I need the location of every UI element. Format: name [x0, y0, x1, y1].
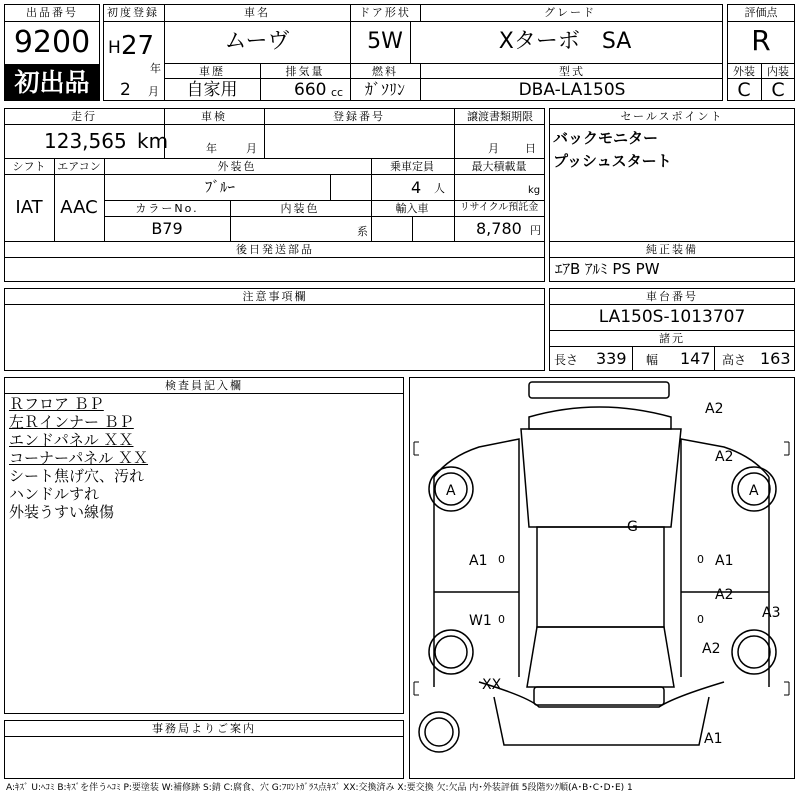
year-unit: 年	[150, 62, 161, 75]
capacity-unit: 人	[434, 182, 445, 195]
height: 163	[760, 349, 791, 368]
interior-grade: C	[771, 79, 785, 101]
recycle-label: リサイクル預託金	[459, 202, 539, 213]
equipment: ｴｱB ｱﾙﾐ PS PW	[555, 260, 660, 278]
inspection-year-unit: 年	[206, 142, 217, 155]
lot-number-label: 出品番号	[26, 6, 78, 19]
mark-zero-left-front: 0	[498, 553, 505, 566]
fuel-label: 燃料	[372, 65, 398, 78]
load-label: 最大積載量	[471, 160, 527, 173]
mark-a1-left-door: A1	[469, 553, 488, 569]
transfer-label: 譲渡書類期限	[467, 110, 533, 123]
exterior-grade: C	[737, 79, 751, 101]
legend-footer: A:ｷｽﾞ U:ﾍｺﾐ B:ｷｽﾞを伴うﾍｺﾐ P:要塗装 W:補修跡 S:錆 C:腐食、穴 G:ﾌﾛﾝﾄｶﾞﾗｽ点ｷｽﾞ XX:交換済み X:要交換 欠:欠品 内･外装評価 5段階ﾗﾝｸ順(A･B･C･D･E) 1	[6, 783, 633, 793]
mark-a2-right-front: A2	[715, 449, 734, 465]
capacity-label: 乗車定員	[390, 160, 434, 173]
model: DBA-LA150S	[518, 80, 626, 100]
mark-a2-right-rear: A2	[702, 641, 721, 657]
rear-panel-shape	[494, 697, 709, 745]
inspector-line: コーナーパネル ＸＸ	[9, 449, 149, 467]
color-label: 外装色	[217, 160, 257, 173]
displacement: 660	[294, 80, 327, 100]
first-reg-label: 初度登録	[107, 6, 159, 19]
first-reg-month: 2	[120, 80, 131, 100]
ac-label: エアコン	[57, 160, 101, 173]
width: 147	[680, 349, 711, 368]
interior-color-label: 内装色	[280, 202, 320, 215]
interior-color-suffix: 系	[357, 225, 368, 238]
inspector-line: ハンドルすれ	[9, 485, 100, 503]
first-listing-text: 初出品	[14, 68, 90, 97]
capacity: 4	[411, 178, 422, 197]
inspector-notes	[9, 395, 148, 521]
month-unit: 月	[148, 85, 159, 98]
color-no: B79	[151, 219, 183, 238]
model-label: 型式	[559, 65, 585, 78]
inspector-line: Ｒフロア ＢＰ	[9, 395, 104, 413]
mileage-unit: km	[137, 129, 169, 153]
history-label: 車歴	[199, 65, 225, 78]
rear-window-shape	[527, 627, 674, 687]
score-label: 評価点	[744, 6, 778, 19]
era: H	[108, 38, 121, 58]
mark-a2-right-rear-door: A2	[715, 587, 734, 603]
recycle-unit: 円	[530, 224, 541, 237]
mileage-label: 走行	[71, 110, 97, 123]
first-reg-year: 27	[121, 31, 155, 61]
office-label: 事務局よりご案内	[152, 722, 256, 735]
inspector-line: 左Ｒインナー ＢＰ	[9, 413, 134, 431]
equipment-label: 純正装備	[646, 243, 698, 256]
rear-left-body	[479, 682, 724, 707]
exterior-label: 外装	[733, 65, 755, 78]
front-bumper-shape	[529, 382, 669, 398]
inspector-line: 外装うすい線傷	[9, 503, 115, 521]
ac: AAC	[60, 197, 98, 218]
height-label: 高さ	[722, 353, 747, 367]
hood-shape	[529, 407, 671, 429]
dims-label: 諸元	[659, 332, 685, 345]
car-name-label: 車名	[244, 6, 270, 19]
lot-number: 9200	[13, 25, 91, 60]
car-name: ムーヴ	[224, 29, 290, 54]
sales-point-1: バックモニター	[553, 129, 659, 147]
displacement-unit: cc	[331, 86, 344, 99]
color-no-label: カラーNo.	[135, 202, 199, 215]
inspection-month-unit: 月	[246, 142, 257, 155]
chassis-label: 車台番号	[646, 290, 698, 303]
mark-a3-right-side: A3	[762, 605, 781, 621]
inspection-label: 車検	[201, 110, 227, 123]
mark-a-left-front-wheel: A	[446, 483, 456, 499]
mark-w1-left-rear-door: W1	[469, 613, 492, 629]
grade: Xターボ SA	[498, 29, 632, 54]
inspector-line: シート焦げ穴、汚れ	[9, 467, 145, 485]
roof-shape	[537, 527, 664, 627]
color: ﾌﾞﾙｰ	[204, 178, 236, 196]
mileage: 123,565	[44, 129, 127, 153]
mark-xx-rear-left: XX	[482, 677, 502, 693]
sales-points-label: セールスポイント	[620, 110, 724, 123]
chassis-number: LA150S-1013707	[598, 307, 746, 327]
car-diagram	[409, 377, 795, 779]
load-unit: kg	[528, 185, 541, 196]
mark-a1-bottom: A1	[704, 731, 723, 747]
door-label: ドア形状	[359, 6, 411, 19]
mark-zero-right-front: 0	[697, 553, 704, 566]
recycle-amount: 8,780	[476, 219, 522, 238]
windshield-shape	[521, 429, 681, 527]
later-parts-label: 後日発送部品	[236, 243, 314, 256]
mark-g-windshield: G	[627, 519, 638, 535]
score: R	[751, 24, 771, 57]
transfer-day-unit: 日	[525, 142, 536, 155]
history: 自家用	[186, 80, 238, 100]
length-label: 長さ	[554, 353, 579, 367]
transfer-month-unit: 月	[488, 142, 499, 155]
mark-a1-right-door: A1	[715, 553, 734, 569]
mark-zero-left-rear: 0	[498, 613, 505, 626]
inspector-line: エンドパネル ＸＸ	[9, 431, 134, 449]
shift: IAT	[15, 197, 43, 218]
shift-label: シフト	[12, 160, 46, 173]
inspector-label: 検査員記入欄	[165, 379, 243, 392]
sales-point-2: プッシュスタート	[553, 152, 672, 170]
width-label: 幅	[646, 353, 659, 367]
rear-bumper-shape	[534, 687, 664, 705]
interior-label: 内装	[767, 65, 789, 78]
mark-zero-right-rear: 0	[697, 613, 704, 626]
import-label: 輸入車	[395, 202, 429, 215]
mark-a-right-front-wheel: A	[749, 483, 759, 499]
grade-label: グレード	[544, 6, 596, 19]
mark-a2-top: A2	[705, 401, 724, 417]
door-type: 5W	[367, 29, 403, 54]
fuel: ｶﾞｿﾘﾝ	[364, 80, 406, 99]
reg-no-label: 登録番号	[333, 110, 385, 123]
caution-label: 注意事項欄	[242, 290, 308, 303]
displacement-label: 排気量	[285, 65, 325, 78]
length: 339	[596, 349, 627, 368]
